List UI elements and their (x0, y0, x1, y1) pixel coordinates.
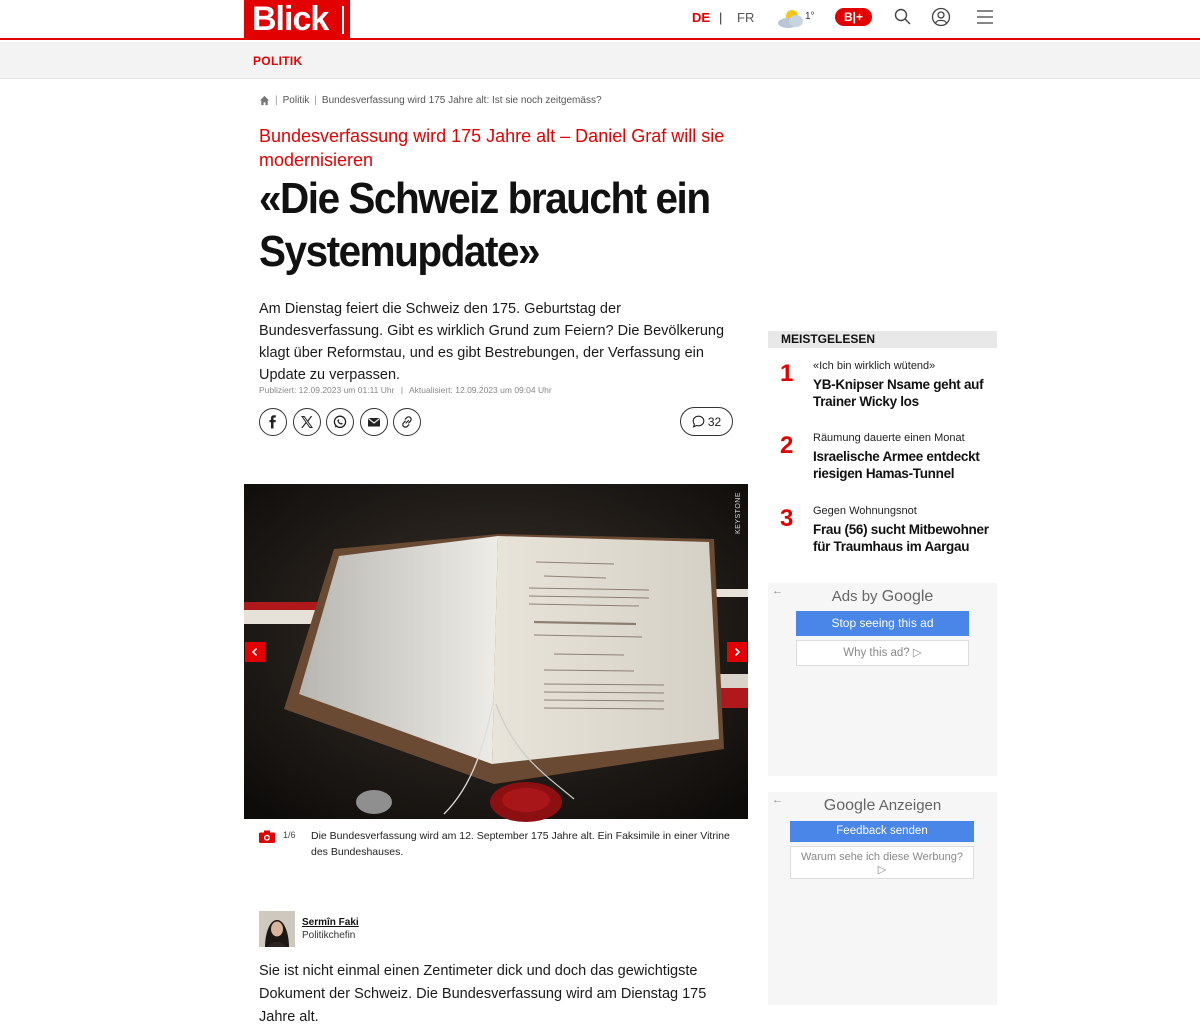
author-avatar[interactable] (259, 911, 295, 947)
search-icon[interactable] (893, 7, 913, 27)
comment-bubble-icon (692, 415, 705, 428)
constitution-book-photo (244, 484, 748, 819)
warum-text: Warum sehe ich diese Werbung? (800, 851, 964, 863)
share-whatsapp-button[interactable] (326, 408, 354, 436)
warum-diese-werbung-button[interactable] (790, 846, 974, 879)
gallery-prev-button[interactable] (245, 642, 265, 662)
lang-fr-link[interactable]: FR (737, 10, 755, 25)
ads-by-text: Ads by (831, 588, 878, 605)
camera-icon (259, 830, 275, 843)
blick-logo[interactable]: Blick (244, 0, 350, 40)
breadcrumb-item-politik[interactable]: Politik (282, 95, 310, 106)
blick-plus-button[interactable]: B|+ (835, 8, 872, 26)
why-this-ad-button[interactable]: Why this ad? ▷ (796, 640, 969, 666)
section-bar (0, 42, 1200, 79)
date-separator: | (400, 385, 404, 395)
published-date: Publiziert: 12.09.2023 um 01:11 Uhr (259, 385, 395, 395)
adchoices-icon: ▷ (877, 864, 887, 876)
image-caption: Die Bundesverfassung wird am 12. September 175 Jahre alt. Ein Faksimile in einer Vitrine des Bundeshauses. (311, 830, 730, 858)
share-email-button[interactable] (360, 408, 388, 436)
weather-cloud-sun-icon[interactable] (774, 6, 824, 30)
stop-seeing-ad-button[interactable]: Stop seeing this ad (796, 611, 969, 636)
google-anzeigen-label (768, 797, 997, 815)
author-role: Politikchefin (302, 930, 356, 941)
comments-button[interactable] (680, 407, 733, 436)
most-read-kicker: «Ich bin wirklich wütend» (813, 360, 936, 372)
google-brand-text: Google (823, 797, 876, 814)
most-read-title[interactable]: Frau (56) sucht Mitbewohner für Traumhaus im Aargau (813, 522, 989, 554)
breadcrumb-separator: | (314, 95, 317, 106)
image-credit: KEYSTONE (735, 492, 742, 534)
lang-de-link[interactable]: DE (692, 10, 711, 25)
ad-slot-1 (768, 583, 997, 776)
mail-icon (367, 415, 381, 429)
updated-date: Aktualisiert: 12.09.2023 um 09:04 Uhr (408, 385, 552, 395)
whatsapp-icon (333, 415, 347, 429)
article-headline: «Die Schweiz braucht ein Systemupdate» (259, 174, 710, 276)
author-photo (259, 911, 295, 947)
chevron-left-icon (250, 647, 260, 657)
article-gallery-image[interactable] (244, 484, 748, 819)
most-read-rank: 3 (780, 505, 794, 532)
most-read-title[interactable]: YB-Knipser Nsame geht auf Trainer Wicky los (813, 377, 984, 409)
ad-back-arrow-icon[interactable]: ← (772, 794, 783, 806)
feedback-senden-button[interactable]: Feedback senden (790, 821, 974, 842)
article-kicker: Bundesverfassung wird 175 Jahre alt – Daniel Graf will sie modernisieren (259, 126, 725, 170)
comment-count: 32 (707, 414, 722, 429)
ad-slot-2 (768, 792, 997, 1005)
breadcrumb-item-current: Bundesverfassung wird 175 Jahre alt: Ist sie noch zeitgemäss? (321, 95, 602, 106)
most-read-title[interactable]: Israelische Armee entdeckt riesigen Hamas-Tunnel (813, 449, 980, 481)
article-dates (259, 385, 552, 395)
most-read-heading: MEISTGELESEN (768, 331, 997, 348)
google-brand-text: Google (881, 588, 934, 605)
share-facebook-button[interactable] (259, 408, 287, 436)
x-twitter-icon (300, 415, 314, 429)
link-icon (400, 415, 414, 429)
section-politik-link[interactable]: POLITIK (253, 54, 303, 68)
author-name-link[interactable]: Sermîn Faki (302, 917, 359, 928)
user-account-icon[interactable] (931, 7, 951, 27)
breadcrumb (259, 95, 602, 106)
breadcrumb-separator: | (275, 95, 278, 106)
ad-back-arrow-icon[interactable]: ← (772, 585, 783, 597)
menu-hamburger-icon[interactable] (975, 7, 995, 27)
weather-temperature: 1° (805, 11, 815, 22)
lang-separator: | (719, 10, 723, 25)
most-read-rank: 1 (780, 360, 794, 387)
most-read-kicker: Räumung dauerte einen Monat (813, 432, 965, 444)
share-x-button[interactable] (293, 408, 321, 436)
most-read-kicker: Gegen Wohnungsnot (813, 505, 917, 517)
article-body-paragraph: Sie ist nicht einmal einen Zentimeter dick und doch das gewichtigste Dokument der Schweiz. Die Bundesverfassung wird am Dienstag 175 Jahre alt. (259, 963, 707, 1025)
article-lead: Am Dienstag feiert die Schweiz den 175. Geburtstag der Bundesverfassung. Gibt es wirklich Grund zum Feiern? Die Bevölkerung klagt über Reformstau, und es gibt Bestrebungen, der Verfassung ein Update zu verpassen. (259, 301, 725, 383)
anzeigen-text: Anzeigen (878, 797, 942, 814)
top-header (0, 0, 1200, 40)
gallery-next-button[interactable] (727, 642, 747, 662)
gallery-counter: 1/6 (283, 830, 296, 840)
most-read-rank: 2 (780, 432, 794, 459)
copy-link-button[interactable] (393, 408, 421, 436)
ads-by-google-label (768, 588, 997, 606)
chevron-right-icon (732, 647, 742, 657)
facebook-icon (266, 415, 280, 429)
home-icon[interactable] (259, 95, 270, 106)
